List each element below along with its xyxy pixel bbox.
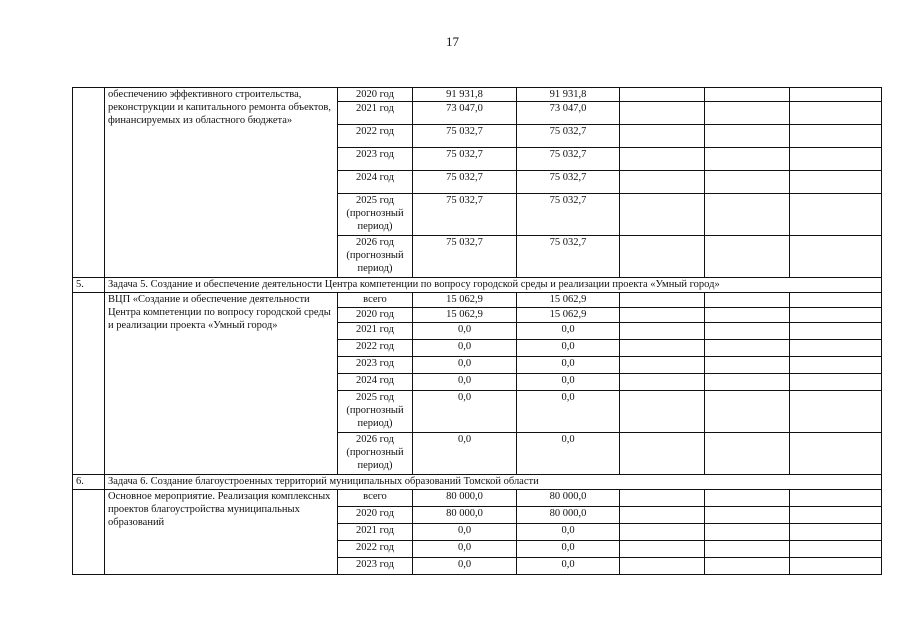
- empty-cell: [620, 357, 705, 374]
- empty-cell: [620, 102, 705, 125]
- budget-table: [72, 87, 882, 575]
- empty-cell: [620, 125, 705, 148]
- empty-cell: [705, 340, 790, 357]
- year-cell: 2022 год: [338, 340, 413, 357]
- year-cell: 2024 год: [338, 171, 413, 194]
- year-cell: 2025 год (прогнозный период): [338, 194, 413, 236]
- year-cell: всего: [338, 293, 413, 308]
- empty-cell: [620, 391, 705, 433]
- total-value-cell: 0,0: [413, 374, 517, 391]
- empty-cell: [620, 308, 705, 323]
- year-cell: 2022 год: [338, 541, 413, 558]
- regional-value-cell: 80 000,0: [517, 507, 620, 524]
- total-value-cell: 0,0: [413, 391, 517, 433]
- total-value-cell: 80 000,0: [413, 490, 517, 507]
- empty-cell: [705, 374, 790, 391]
- regional-value-cell: 0,0: [517, 524, 620, 541]
- empty-cell: [790, 88, 882, 102]
- empty-cell: [790, 171, 882, 194]
- table-row: [73, 88, 882, 102]
- empty-cell: [620, 558, 705, 575]
- empty-cell: [790, 236, 882, 278]
- regional-value-cell: 91 931,8: [517, 88, 620, 102]
- empty-cell: [705, 171, 790, 194]
- total-value-cell: 75 032,7: [413, 125, 517, 148]
- empty-cell: [790, 340, 882, 357]
- year-cell: 2026 год (прогнозный период): [338, 433, 413, 475]
- total-value-cell: 75 032,7: [413, 194, 517, 236]
- empty-cell: [705, 148, 790, 171]
- empty-cell: [705, 194, 790, 236]
- year-cell: 2025 год (прогнозный период): [338, 391, 413, 433]
- empty-cell: [790, 524, 882, 541]
- empty-cell: [620, 507, 705, 524]
- empty-cell: [705, 125, 790, 148]
- total-value-cell: 0,0: [413, 340, 517, 357]
- measure-description: ВЦП «Создание и обеспечение деятельности Центра компетенции по вопросу городской среды и реализации проекта «Умный город»: [105, 293, 338, 475]
- empty-cell: [705, 433, 790, 475]
- regional-value-cell: 0,0: [517, 541, 620, 558]
- table-row: [73, 490, 882, 507]
- regional-value-cell: 73 047,0: [517, 102, 620, 125]
- empty-cell: [620, 374, 705, 391]
- total-value-cell: 0,0: [413, 558, 517, 575]
- empty-cell: [705, 102, 790, 125]
- regional-value-cell: 0,0: [517, 433, 620, 475]
- empty-cell: [705, 236, 790, 278]
- row-number-cell: [73, 490, 105, 575]
- total-value-cell: 75 032,7: [413, 171, 517, 194]
- empty-cell: [790, 433, 882, 475]
- total-value-cell: 73 047,0: [413, 102, 517, 125]
- year-cell: 2026 год (прогнозный период): [338, 236, 413, 278]
- row-number-cell: [73, 293, 105, 475]
- empty-cell: [790, 391, 882, 433]
- regional-value-cell: 0,0: [517, 340, 620, 357]
- year-cell: 2023 год: [338, 558, 413, 575]
- row-number-cell: [73, 88, 105, 278]
- empty-cell: [705, 507, 790, 524]
- regional-value-cell: 15 062,9: [517, 293, 620, 308]
- regional-value-cell: 80 000,0: [517, 490, 620, 507]
- regional-value-cell: 75 032,7: [517, 125, 620, 148]
- total-value-cell: 15 062,9: [413, 308, 517, 323]
- total-value-cell: 0,0: [413, 357, 517, 374]
- empty-cell: [620, 194, 705, 236]
- task-title: Задача 5. Создание и обеспечение деятельности Центра компетенции по вопросу городской среды и реализации проекта «Умный город»: [105, 278, 882, 293]
- empty-cell: [705, 490, 790, 507]
- empty-cell: [790, 102, 882, 125]
- task-number: 5.: [73, 278, 105, 293]
- regional-value-cell: 0,0: [517, 323, 620, 340]
- task-row: [73, 475, 882, 490]
- empty-cell: [620, 340, 705, 357]
- total-value-cell: 0,0: [413, 541, 517, 558]
- empty-cell: [790, 125, 882, 148]
- empty-cell: [790, 194, 882, 236]
- empty-cell: [790, 323, 882, 340]
- regional-value-cell: 75 032,7: [517, 171, 620, 194]
- total-value-cell: 75 032,7: [413, 236, 517, 278]
- regional-value-cell: 15 062,9: [517, 308, 620, 323]
- task-title: Задача 6. Создание благоустроенных территорий муниципальных образований Томской области: [105, 475, 882, 490]
- total-value-cell: 0,0: [413, 433, 517, 475]
- empty-cell: [790, 541, 882, 558]
- year-cell: 2021 год: [338, 323, 413, 340]
- total-value-cell: 80 000,0: [413, 507, 517, 524]
- page-number: 17: [446, 34, 459, 49]
- empty-cell: [705, 391, 790, 433]
- task-number: 6.: [73, 475, 105, 490]
- empty-cell: [620, 524, 705, 541]
- empty-cell: [790, 357, 882, 374]
- task-row: [73, 278, 882, 293]
- empty-cell: [705, 308, 790, 323]
- empty-cell: [620, 323, 705, 340]
- empty-cell: [620, 541, 705, 558]
- total-value-cell: 0,0: [413, 524, 517, 541]
- year-cell: 2020 год: [338, 88, 413, 102]
- empty-cell: [620, 171, 705, 194]
- total-value-cell: 15 062,9: [413, 293, 517, 308]
- measure-description: Основное мероприятие. Реализация комплексных проектов благоустройства муниципальных образований: [105, 490, 338, 575]
- regional-value-cell: 0,0: [517, 374, 620, 391]
- empty-cell: [790, 490, 882, 507]
- year-cell: 2021 год: [338, 102, 413, 125]
- year-cell: 2021 год: [338, 524, 413, 541]
- empty-cell: [705, 88, 790, 102]
- empty-cell: [620, 293, 705, 308]
- empty-cell: [790, 558, 882, 575]
- total-value-cell: 75 032,7: [413, 148, 517, 171]
- year-cell: 2024 год: [338, 374, 413, 391]
- empty-cell: [705, 558, 790, 575]
- empty-cell: [705, 357, 790, 374]
- year-cell: 2020 год: [338, 507, 413, 524]
- empty-cell: [790, 374, 882, 391]
- regional-value-cell: 0,0: [517, 357, 620, 374]
- empty-cell: [620, 148, 705, 171]
- year-cell: 2023 год: [338, 357, 413, 374]
- empty-cell: [705, 323, 790, 340]
- year-cell: 2023 год: [338, 148, 413, 171]
- total-value-cell: 91 931,8: [413, 88, 517, 102]
- empty-cell: [620, 236, 705, 278]
- measure-description: обеспечению эффективного строительства, реконструкции и капитального ремонта объектов, финансируемых из областного бюджета»: [105, 88, 338, 278]
- empty-cell: [620, 88, 705, 102]
- empty-cell: [705, 524, 790, 541]
- empty-cell: [790, 293, 882, 308]
- year-cell: всего: [338, 490, 413, 507]
- empty-cell: [705, 293, 790, 308]
- total-value-cell: 0,0: [413, 323, 517, 340]
- year-cell: 2022 год: [338, 125, 413, 148]
- table-row: [73, 293, 882, 308]
- regional-value-cell: 0,0: [517, 558, 620, 575]
- regional-value-cell: 75 032,7: [517, 236, 620, 278]
- empty-cell: [705, 541, 790, 558]
- regional-value-cell: 0,0: [517, 391, 620, 433]
- regional-value-cell: 75 032,7: [517, 148, 620, 171]
- empty-cell: [790, 148, 882, 171]
- empty-cell: [620, 433, 705, 475]
- empty-cell: [620, 490, 705, 507]
- year-cell: 2020 год: [338, 308, 413, 323]
- empty-cell: [790, 507, 882, 524]
- empty-cell: [790, 308, 882, 323]
- regional-value-cell: 75 032,7: [517, 194, 620, 236]
